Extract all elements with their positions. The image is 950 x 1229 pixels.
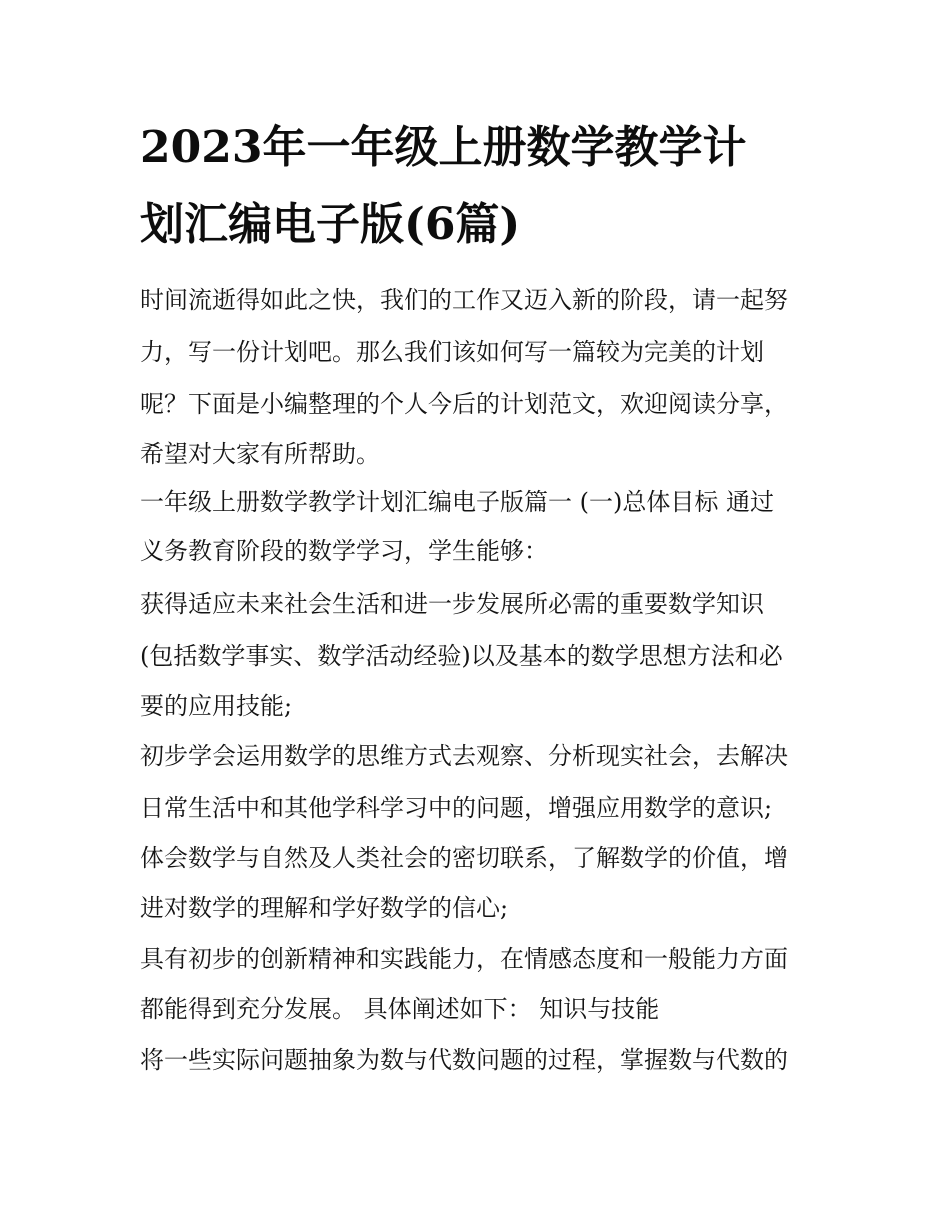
body-text-line: 义务教育阶段的数学学习，学生能够： <box>140 537 548 565</box>
body-text-line: 力，写一份计划吧。那么我们该如何写一篇较为完美的计划 <box>140 338 764 366</box>
body-text-line: 初步学会运用数学的思维方式去观察、分析现实社会，去解决 <box>140 742 788 770</box>
body-text-line: 都能得到充分发展。 具体阐述如下： 知识与技能 <box>140 995 660 1023</box>
body-text-line: 体会数学与自然及人类社会的密切联系，了解数学的价值，增 <box>140 844 788 872</box>
body-text-line: 日常生活中和其他学科学习中的问题，增强应用数学的意识; <box>140 794 773 822</box>
body-text-line: 获得适应未来社会生活和进一步发展所必需的重要数学知识 <box>140 590 764 618</box>
body-text-line: 具有初步的创新精神和实践能力，在情感态度和一般能力方面 <box>140 945 788 973</box>
body-text-line: 要的应用技能; <box>140 692 293 720</box>
body-text-line: 时间流逝得如此之快，我们的工作又迈入新的阶段，请一起努 <box>140 286 788 314</box>
document-title-line-2: 划汇编电子版(6篇) <box>140 199 521 250</box>
body-text-line: 进对数学的理解和学好数学的信心; <box>140 894 509 922</box>
body-text-line: 希望对大家有所帮助。 <box>140 440 380 468</box>
body-text-line: 一年级上册数学教学计划汇编电子版篇一 (一)总体目标 通过 <box>140 488 774 516</box>
body-text-line: (包括数学事实、数学活动经验)以及基本的数学思想方法和必 <box>140 642 783 670</box>
document-title-line-1: 2023年一年级上册数学教学计 <box>140 122 747 173</box>
body-text-line: 呢？下面是小编整理的个人今后的计划范文，欢迎阅读分享， <box>140 390 788 418</box>
body-text-line: 将一些实际问题抽象为数与代数问题的过程，掌握数与代数的 <box>140 1046 788 1074</box>
